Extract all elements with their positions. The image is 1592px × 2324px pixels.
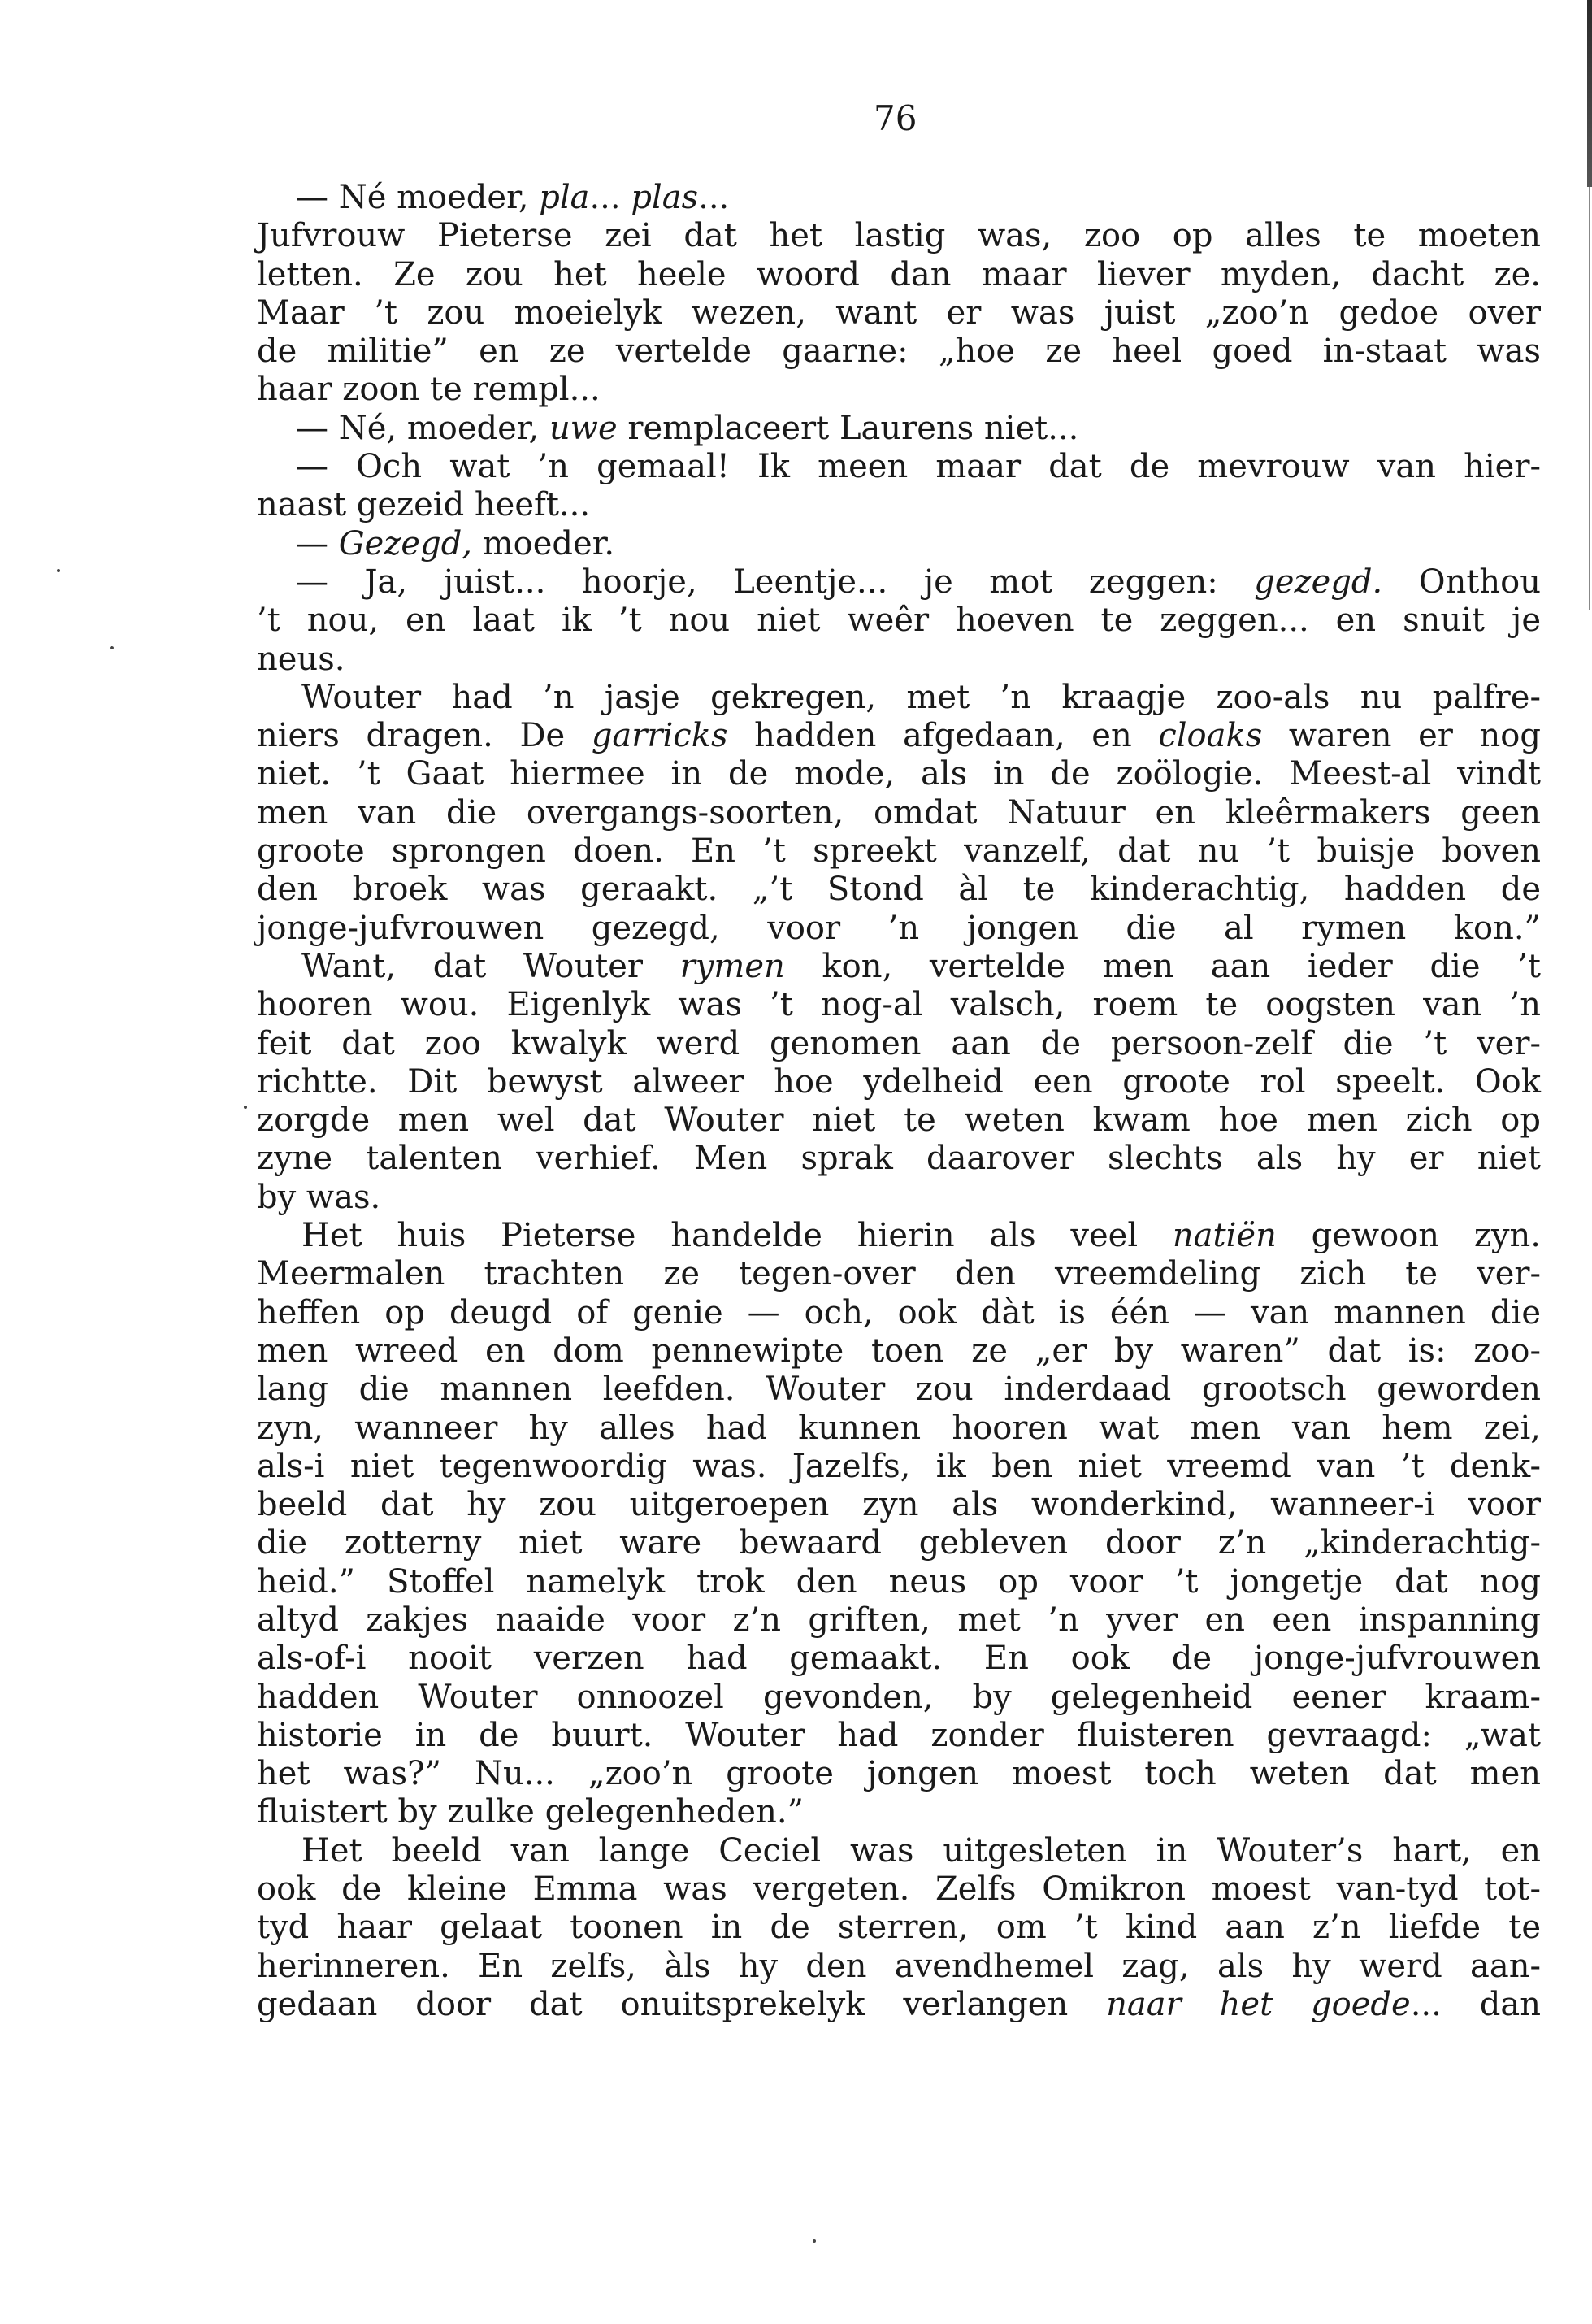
text-segment: ...	[589, 179, 631, 216]
text-segment: haar zoon te rempl...	[257, 371, 601, 409]
text-line	[257, 1140, 1541, 1178]
text-line	[257, 1524, 1541, 1562]
text-segment: richtte. Dit bewyst alweer hoe ydelheid een groote rol speelt. Ook	[257, 1062, 1541, 1101]
text-segment: moeder.	[472, 524, 615, 563]
text-line	[257, 1601, 1541, 1640]
italic-text: Gezegd,	[338, 524, 473, 563]
text-segment: hadden Wouter onnoozel gevonden, by gelegenheid eener kraam-	[257, 1678, 1541, 1716]
text-segment: niers dragen. De	[257, 717, 592, 755]
scan-speck	[244, 1106, 247, 1109]
text-segment: de militie” en ze vertelde gaarne: „hoe ze heel goed in-staat was	[257, 332, 1541, 371]
text-line	[257, 1294, 1541, 1332]
text-segment: hooren wou. Eigenlyk was ’t nog-al valsch, roem te oogsten van ’n	[257, 986, 1541, 1024]
text-segment: zorgde men wel dat Wouter niet te weten kwam hoe men zich op	[257, 1101, 1541, 1140]
text-line	[257, 1332, 1541, 1371]
text-line	[257, 1717, 1541, 1755]
text-segment: — Né moeder,	[296, 179, 540, 216]
text-segment: men van die overgangs-soorten, omdat Natuur en kleêrmakers geen	[257, 793, 1541, 832]
text-segment: — Né, moeder,	[296, 409, 549, 447]
text-line	[257, 1832, 1541, 1870]
text-segment: historie in de buurt. Wouter had zonder fluisteren gevraagd: „wat	[257, 1716, 1541, 1754]
italic-text: pla	[539, 179, 590, 216]
text-segment: feit dat zoo kwalyk werd genomen aan de persoon-zelf die ’t ver-	[257, 1024, 1541, 1062]
text-line	[257, 1640, 1541, 1678]
text-line	[257, 1410, 1541, 1448]
text-line	[257, 1179, 1541, 1217]
text-segment: groote sprongen doen. En ’t spreekt vanzelf, dat nu ’t buisje boven	[257, 832, 1541, 871]
scan-speck	[813, 2239, 816, 2243]
text-line	[257, 641, 1541, 679]
text-segment: als-of-i nooit verzen had gemaakt. En ook de jonge-jufvrouwen	[257, 1640, 1541, 1678]
text-line	[257, 602, 1541, 640]
text-segment: Jufvrouw Pieterse zei dat het lastig was, zoo op alles te moeten	[257, 217, 1541, 255]
text-line	[257, 1486, 1541, 1524]
text-segment: waren er nog	[1262, 717, 1541, 755]
text-segment: den broek was geraakt. „’t Stond àl te kinderachtig, hadden de	[257, 871, 1541, 909]
text-line	[257, 717, 1541, 755]
text-segment: het was?” Nu... „zoo’n groote jongen moest toch weten dat men	[257, 1755, 1541, 1793]
italic-text: naar het goede	[1106, 1985, 1411, 2023]
text-segment: zyn, wanneer hy alles had kunnen hooren wat men van hem zei,	[257, 1409, 1541, 1447]
text-line	[257, 1755, 1541, 1793]
text-line	[257, 1870, 1541, 1909]
text-segment: altyd zakjes naaide voor z’n griften, met ’n yver en een inspanning	[257, 1601, 1541, 1639]
text-segment: Het huis Pieterse handelde hierin als veel	[301, 1217, 1173, 1255]
text-segment: ’t nou, en laat ik ’t nou niet weêr hoeven te zeggen... en snuit je	[257, 602, 1541, 640]
text-line	[257, 256, 1541, 294]
text-segment: zyne talenten verhief. Men sprak daarover slechts als hy er niet	[257, 1140, 1541, 1178]
text-line	[257, 1063, 1541, 1101]
text-segment: heffen op deugd of genie — och, ook dàt is één — van mannen die	[257, 1293, 1541, 1331]
scan-speck	[110, 646, 114, 649]
text-segment: heid.” Stoffel namelyk trok den neus op voor ’t jongetje dat nog	[257, 1562, 1541, 1601]
text-line	[257, 1679, 1541, 1717]
italic-text: plas	[631, 179, 699, 216]
text-segment: Het beeld van lange Ceciel was uitgesleten in Wouter’s hart, en	[301, 1831, 1541, 1870]
page-number: 76	[874, 98, 917, 138]
text-segment: tyd haar gelaat toonen in de sterren, om ’t kind aan z’n liefde te	[257, 1909, 1541, 1947]
text-line	[257, 486, 1541, 524]
italic-text: uwe	[549, 409, 618, 447]
text-line	[257, 217, 1541, 255]
text-segment: men wreed en dom pennewipte toen ze „er by waren” dat is: zoo-	[257, 1331, 1541, 1370]
italic-text: cloaks	[1158, 717, 1263, 755]
text-segment: fluistert by zulke gelegenheden.”	[257, 1793, 805, 1831]
text-line	[257, 563, 1541, 602]
text-line	[257, 1101, 1541, 1140]
italic-text: garricks	[591, 717, 728, 755]
text-segment: kon, vertelde men aan ieder die ’t	[784, 947, 1541, 985]
text-line	[257, 179, 1541, 217]
text-segment: die zotterny niet ware bewaard gebleven door z’n „kinderachtig-	[257, 1524, 1541, 1562]
text-line	[257, 1909, 1541, 1947]
text-line	[257, 332, 1541, 371]
text-segment: —	[296, 524, 339, 563]
text-line	[257, 1448, 1541, 1486]
text-segment: ...	[698, 179, 730, 216]
italic-text: gezegd.	[1254, 563, 1383, 601]
text-segment: Wouter had ’n jasje gekregen, met ’n kraagje zoo-als nu palfre-	[301, 678, 1541, 716]
text-line	[257, 1793, 1541, 1831]
scan-speck	[57, 569, 60, 572]
text-line	[257, 679, 1541, 717]
text-segment: gedaan door dat onuitsprekelyk verlangen	[257, 1985, 1107, 2023]
italic-text: natiën	[1172, 1217, 1277, 1255]
italic-text: rymen	[679, 947, 785, 985]
text-line	[257, 871, 1541, 909]
text-line	[257, 794, 1541, 832]
text-segment: jonge-jufvrouwen gezegd, voor ’n jongen die al rymen kon.”	[257, 909, 1541, 947]
text-segment: als-i niet tegenwoordig was. Jazelfs, ik ben niet vreemd van ’t denk-	[257, 1447, 1541, 1485]
text-segment: gewoon zyn.	[1276, 1217, 1541, 1255]
text-segment: niet. ’t Gaat hiermee in de mode, als in de zoölogie. Meest-al vindt	[257, 755, 1541, 793]
text-line	[257, 448, 1541, 486]
text-line	[257, 832, 1541, 871]
text-line	[257, 410, 1541, 448]
text-line	[257, 1255, 1541, 1293]
text-segment: letten. Ze zou het heele woord dan maar liever myden, dacht ze.	[257, 255, 1541, 293]
text-segment: Onthou	[1382, 563, 1542, 601]
text-line	[257, 1371, 1541, 1409]
text-segment: hadden afgedaan, en	[727, 717, 1159, 755]
page-edge-shadow	[1587, 0, 1592, 187]
text-line	[257, 910, 1541, 948]
text-line	[257, 1986, 1541, 2024]
text-segment: ... dan	[1410, 1985, 1541, 2023]
text-line	[257, 1025, 1541, 1063]
text-segment: Want, dat Wouter	[301, 947, 680, 985]
text-line	[257, 1948, 1541, 1986]
text-line	[257, 525, 1541, 563]
text-line	[257, 986, 1541, 1024]
text-segment: by was.	[257, 1178, 381, 1216]
text-segment: Meermalen trachten ze tegen-over den vreemdeling zich te ver-	[257, 1255, 1541, 1293]
text-segment: lang die mannen leefden. Wouter zou inderdaad grootsch geworden	[257, 1371, 1541, 1409]
text-segment: — Och wat ’n gemaal! Ik meen maar dat de mevrouw van hier-	[296, 448, 1541, 486]
text-line	[257, 948, 1541, 986]
text-line	[257, 371, 1541, 409]
text-segment: — Ja, juist... hoorje, Leentje... je mot zeggen:	[296, 563, 1255, 601]
text-segment: ook de kleine Emma was vergeten. Zelfs Omikron moest van-tyd tot-	[257, 1870, 1541, 1909]
text-segment: herinneren. En zelfs, àls hy den avendhemel zag, als hy werd aan-	[257, 1947, 1541, 1985]
text-segment: neus.	[257, 640, 345, 678]
text-line	[257, 1563, 1541, 1601]
body-text	[257, 179, 1541, 2024]
text-segment: Maar ’t zou moeielyk wezen, want er was juist „zoo’n gedoe over	[257, 293, 1541, 332]
page-edge-line	[1589, 187, 1590, 610]
text-segment: naast gezeid heeft...	[257, 486, 591, 524]
text-line	[257, 294, 1541, 332]
text-segment: remplaceert Laurens niet...	[617, 409, 1079, 447]
text-line	[257, 1217, 1541, 1255]
text-line	[257, 755, 1541, 793]
text-segment: beeld dat hy zou uitgeroepen zyn als wonderkind, wanneer-i voor	[257, 1486, 1541, 1524]
